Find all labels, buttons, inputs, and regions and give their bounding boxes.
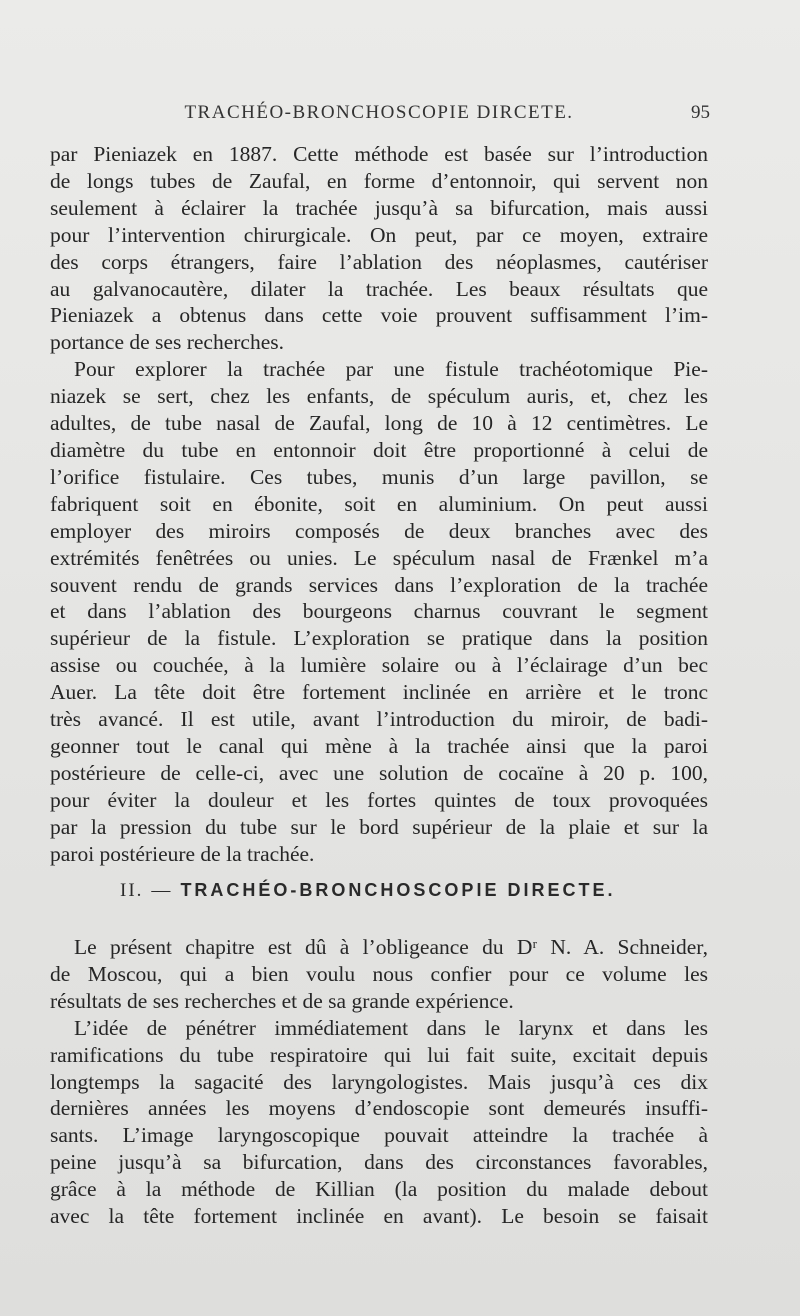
text-line: résultats de ses recherches et de sa grande expérience. (50, 988, 514, 1013)
text-line: fabriquent soit en ébonite, soit en aluminium. On peut aussi (50, 491, 708, 516)
text-line: dernières années les moyens d’endoscopie sont demeurés insuffi- (50, 1096, 708, 1121)
text-line: paroi postérieure de la trachée. (50, 841, 315, 866)
text-line: l’orifice fistulaire. Ces tubes, munis d’un large pavillon, se (50, 464, 708, 489)
section-dash: — (151, 880, 173, 901)
text-line: Pour explorer la trachée par une fistule trachéotomique Pie- (74, 357, 708, 382)
text-block-top (50, 141, 708, 867)
text-line: supérieur de la fistule. L’exploration se pratique dans la position (50, 626, 708, 651)
text-line: Pieniazek a obtenus dans cette voie prouvent suffisamment l’im- (50, 303, 708, 328)
text-line: souvent rendu de grands services dans l’exploration de la trachée (50, 572, 708, 597)
text-line: de Moscou, qui a bien voulu nous confier pour ce volume les (50, 961, 708, 986)
text-line: L’idée de pénétrer immédiatement dans le larynx et dans les (74, 1015, 708, 1040)
paragraph (50, 1015, 708, 1230)
text-line: au galvanocautère, dilater la trachée. Les beaux résultats que (50, 276, 708, 301)
text-line: et dans l’ablation des bourgeons charnus couvrant le segment (50, 599, 708, 624)
text-line: avec la tête fortement inclinée en avant). Le besoin se faisait (50, 1204, 708, 1229)
text-line: geonner tout le canal qui mène à la trachée ainsi que la paroi (50, 733, 708, 758)
section-title: TRACHÉO-BRONCHOSCOPIE DIRECTE. (180, 880, 616, 900)
page-number: 95 (691, 102, 710, 123)
text-line: ramifications du tube respiratoire qui lui fait suite, excitait depuis (50, 1042, 708, 1067)
text-block-bottom (50, 934, 708, 1230)
text-line: très avancé. Il est utile, avant l’introduction du miroir, de badi- (50, 707, 708, 732)
text-line: peine jusqu’à sa bifurcation, dans des circonstances favorables, (50, 1150, 708, 1175)
text-line: de longs tubes de Zaufal, en forme d’entonnoir, qui servent non (50, 168, 708, 193)
text-line: niazek se sert, chez les enfants, de spéculum auris, et, chez les (50, 384, 708, 409)
text-line: sants. L’image laryngoscopique pouvait atteindre la trachée à (50, 1123, 708, 1148)
text-line: par Pieniazek en 1887. Cette méthode est basée sur l’introduction (50, 142, 708, 166)
text-line: longtemps la sagacité des laryngologistes. Mais jusqu’à ces dix (50, 1069, 708, 1094)
text-line: assise ou couchée, à la lumière solaire ou à l’éclairage d’un bec (50, 653, 708, 678)
text-line: employer des miroirs composés de deux branches avec des (50, 518, 708, 543)
text-line: adultes, de tube nasal de Zaufal, long de 10 à 12 centimètres. Le (50, 411, 708, 436)
paragraph (50, 356, 708, 867)
paragraph (50, 934, 708, 1015)
text-line: grâce à la méthode de Killian (la position du malade debout (50, 1177, 708, 1202)
section-heading (120, 880, 680, 902)
section-number: II. (120, 880, 144, 901)
text-line: Auer. La tête doit être fortement inclinée en arrière et le tronc (50, 680, 708, 705)
text-line: pour éviter la douleur et les fortes quintes de toux provoquées (50, 787, 708, 812)
text-line: diamètre du tube en entonnoir doit être proportionné à celui de (50, 437, 708, 462)
text-line: des corps étrangers, faire l’ablation des néoplasmes, cautériser (50, 249, 708, 274)
text-line: postérieure de celle-ci, avec une solution de cocaïne à 20 p. 100, (50, 760, 708, 785)
text-line: pour l’intervention chirurgicale. On peut, par ce moyen, extraire (50, 222, 708, 247)
running-head-title: TRACHÉO-BRONCHOSCOPIE DIRCETE. (184, 102, 574, 123)
paragraph (50, 141, 708, 356)
text-line: extrémités fenêtrées ou unies. Le spéculum nasal de Frænkel m’a (50, 545, 708, 570)
text-line: par la pression du tube sur le bord supérieur de la plaie et sur la (50, 814, 708, 839)
running-head (48, 102, 710, 130)
text-line: seulement à éclairer la trachée jusqu’à sa bifurcation, mais aussi (50, 195, 708, 220)
text-line: Le présent chapitre est dû à l’obligeance du Dʳ N. A. Schneider, (74, 935, 708, 959)
text-line: portance de ses recherches. (50, 330, 284, 355)
